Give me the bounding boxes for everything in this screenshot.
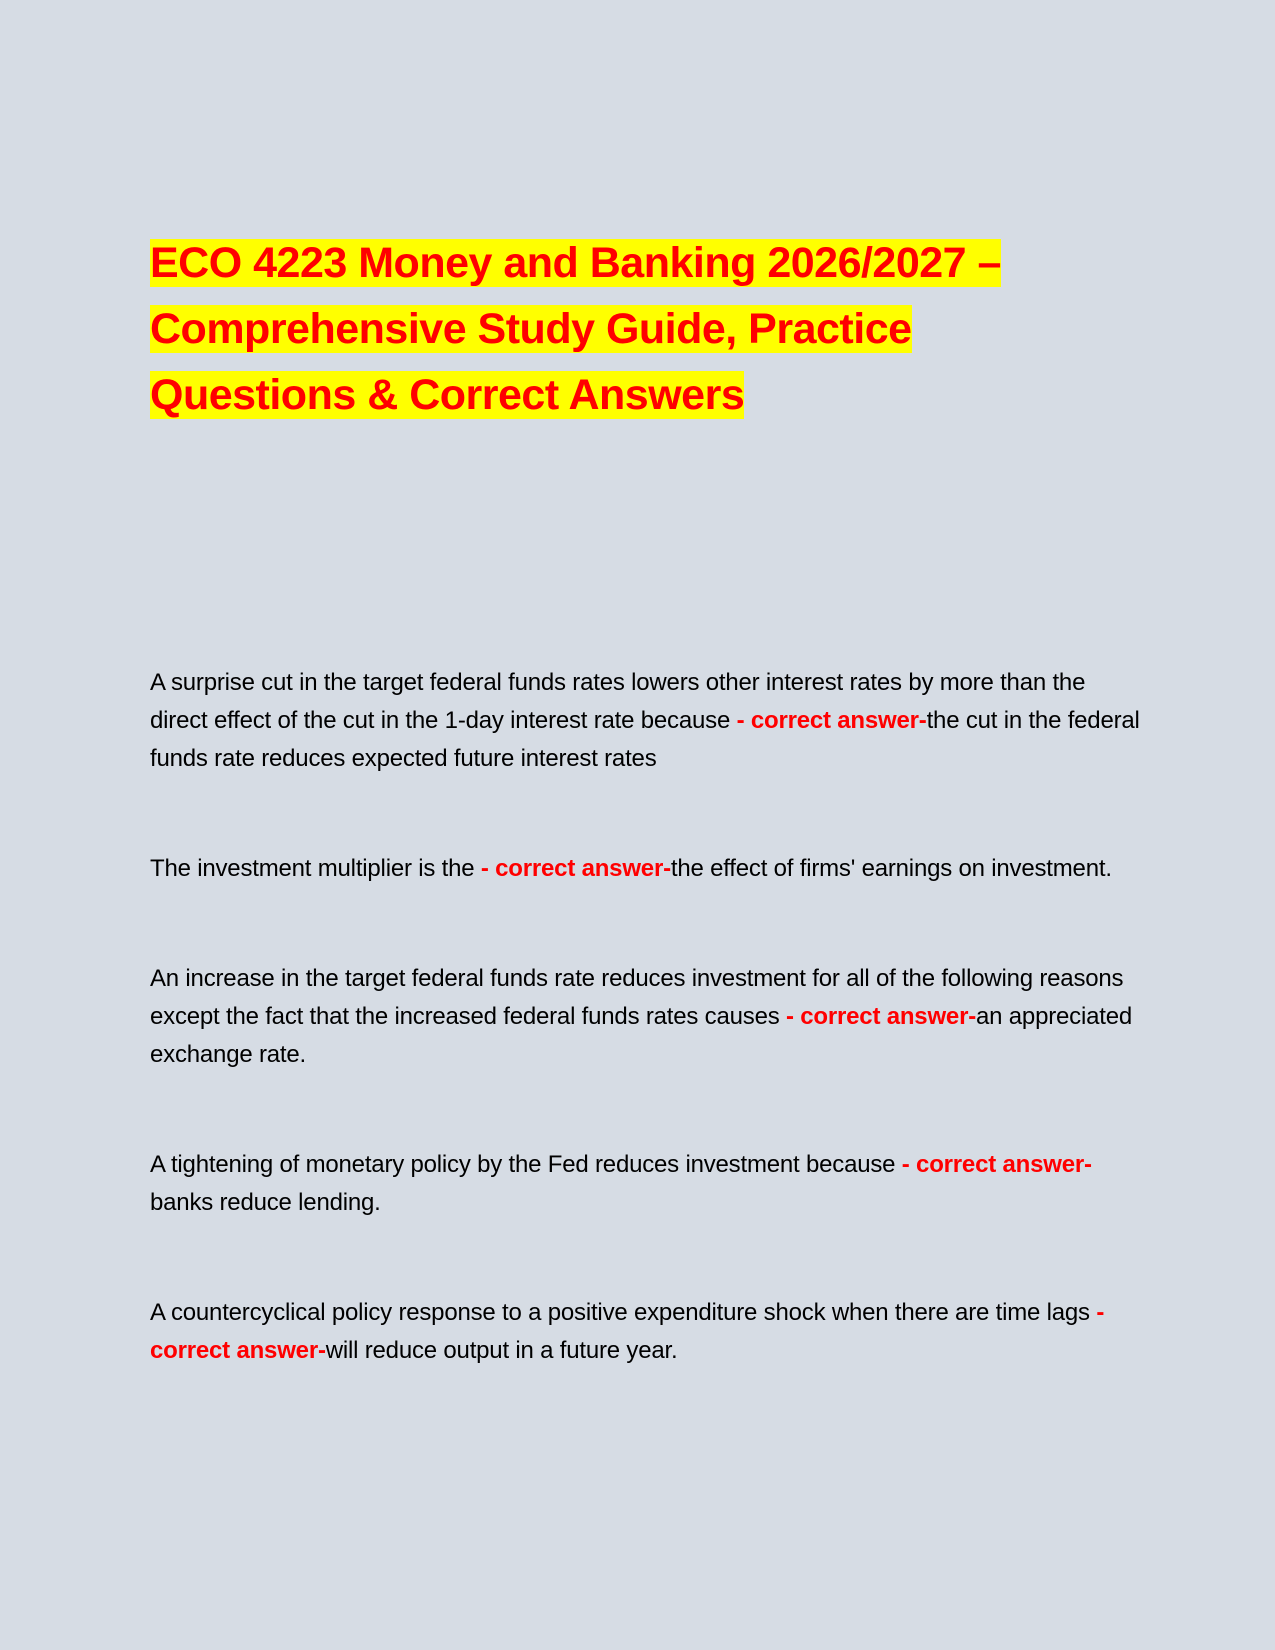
document-header (150, 230, 1140, 428)
question-text: The investment multiplier is the (150, 855, 481, 882)
correct-answer-label: - correct answer- (786, 1003, 977, 1030)
answer-text: an appreciated exchange rate. (150, 1003, 1133, 1068)
question-item-4 (150, 1146, 1140, 1222)
answer-text: the cut in the federal funds rate reduces expected future interest rates (150, 707, 1140, 772)
correct-answer-label: - correct answer- (736, 707, 927, 734)
title-line-1: ECO 4223 Money and Banking 2026/2027 – (150, 239, 1001, 287)
question-text: A countercyclical policy response to a positive expenditure shock when there are time lags (150, 1299, 1097, 1326)
correct-answer-label: - correct answer- (150, 1299, 1105, 1364)
title-line-2: Comprehensive Study Guide, Practice (150, 305, 912, 353)
answer-text: banks reduce lending. (150, 1189, 381, 1216)
question-item-5 (150, 1294, 1140, 1370)
document-title (150, 230, 1140, 428)
answer-text: the effect of firms' earnings on investment. (670, 855, 1112, 882)
correct-answer-label: - correct answer- (901, 1151, 1092, 1178)
question-text: A tightening of monetary policy by the Fed reduces investment because (150, 1151, 902, 1178)
question-text: An increase in the target federal funds rate reduces investment for all of the following reasons except the fact that the increased federal funds rates causes (150, 965, 1124, 1030)
question-item-2 (150, 850, 1140, 888)
question-list (150, 664, 1140, 1442)
question-item-3 (150, 960, 1140, 1074)
question-item-1 (150, 664, 1140, 778)
title-line-3: Questions & Correct Answers (150, 371, 745, 419)
question-text: A surprise cut in the target federal funds rates lowers other interest rates by more than the direct effect of the cut in the 1-day interest rate because (150, 669, 1086, 734)
answer-text: will reduce output in a future year. (325, 1337, 678, 1364)
correct-answer-label: - correct answer- (480, 855, 671, 882)
